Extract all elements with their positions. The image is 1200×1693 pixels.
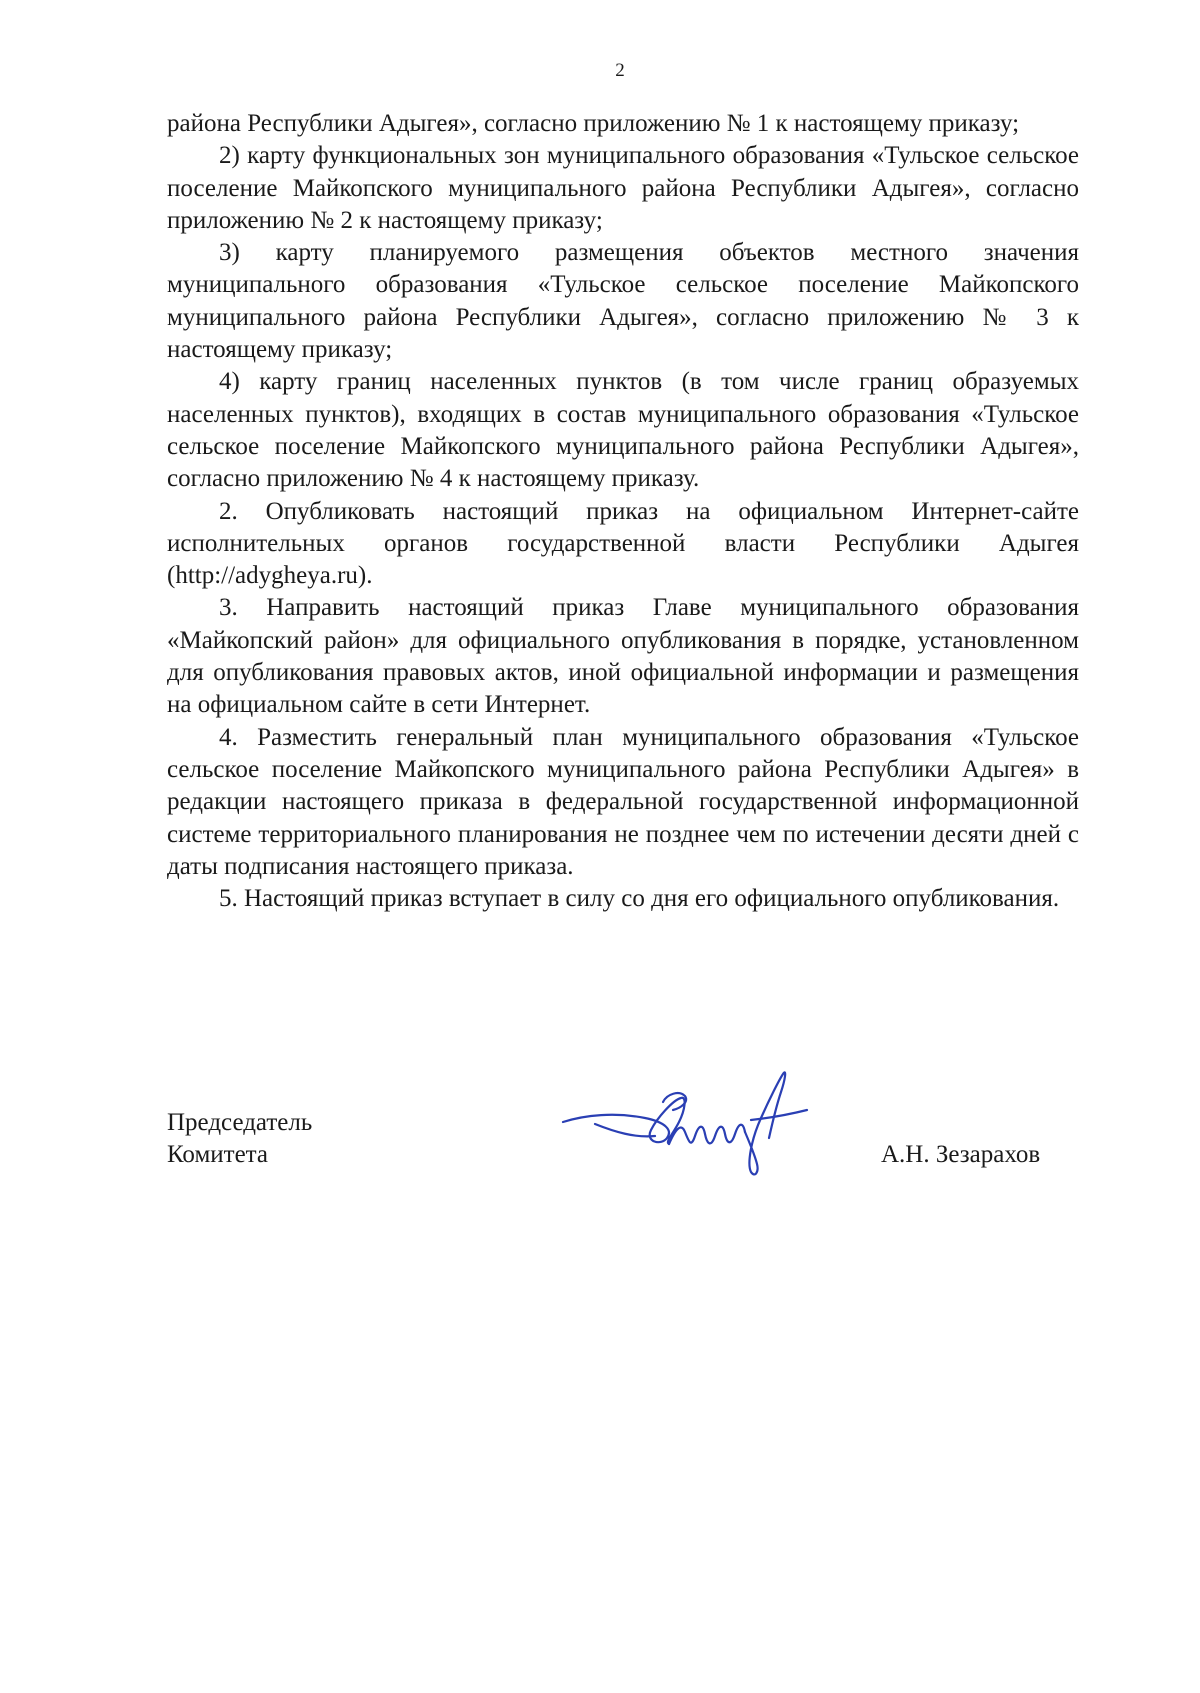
document-body — [167, 108, 1079, 915]
paragraph: 4) карту границ населенных пунктов (в том числе границ образуемых населенных пунктов), входящих в состав муниципального образования «Тульское сельское поселение Майкопского муниципального района Республики Адыгея», согласно приложению № 4 к настоящему приказу. — [167, 368, 1079, 493]
signer-position — [167, 1107, 312, 1171]
signer-position-line: Председатель — [167, 1109, 313, 1136]
handwritten-signature — [555, 1060, 815, 1195]
signature-strokes — [563, 1072, 807, 1174]
paragraph: 3) карту планируемого размещения объектов местного значения муниципального образования «Тульское сельское поселение Майкопского муниципального района Республики Адыгея», согласно приложению № 3 к настоящему приказу; — [167, 239, 1079, 364]
signer-name: А.Н. Зезарахов — [881, 1141, 1041, 1168]
page-number: 2 — [615, 60, 625, 81]
paragraph: 2. Опубликовать настоящий приказ на официальном Интернет-сайте исполнительных органов государственной власти Республики Адыгея (http://adygheya.ru). — [167, 497, 1079, 590]
paragraph: 5. Настоящий приказ вступает в силу со дня его официального опубликования. — [219, 885, 1060, 913]
paragraph: района Республики Адыгея», согласно приложению № 1 к настоящему приказу; — [167, 110, 1020, 137]
paragraph: 3. Направить настоящий приказ Главе муниципального образования «Майкопский район» для официального опубликования в порядке, установленном для опубликования правовых актов, иной официальной информации и размещения на официальном сайте в сети Интернет. — [167, 594, 1079, 719]
paragraph: 4. Разместить генеральный план муниципального образования «Тульское сельское поселение Майкопского муниципального района Республики Адыгея» в редакции настоящего приказа в федеральной государственной информационной системе территориального планирования не позднее чем по истечении десяти дней с даты подписания настоящего приказа. — [167, 723, 1079, 880]
signer-position-line: Комитета — [167, 1141, 269, 1168]
paragraph: 2) карту функциональных зон муниципального образования «Тульское сельское поселение Майкопского муниципального района Республики Адыгея», согласно приложению № 2 к настоящему приказу; — [167, 142, 1079, 234]
